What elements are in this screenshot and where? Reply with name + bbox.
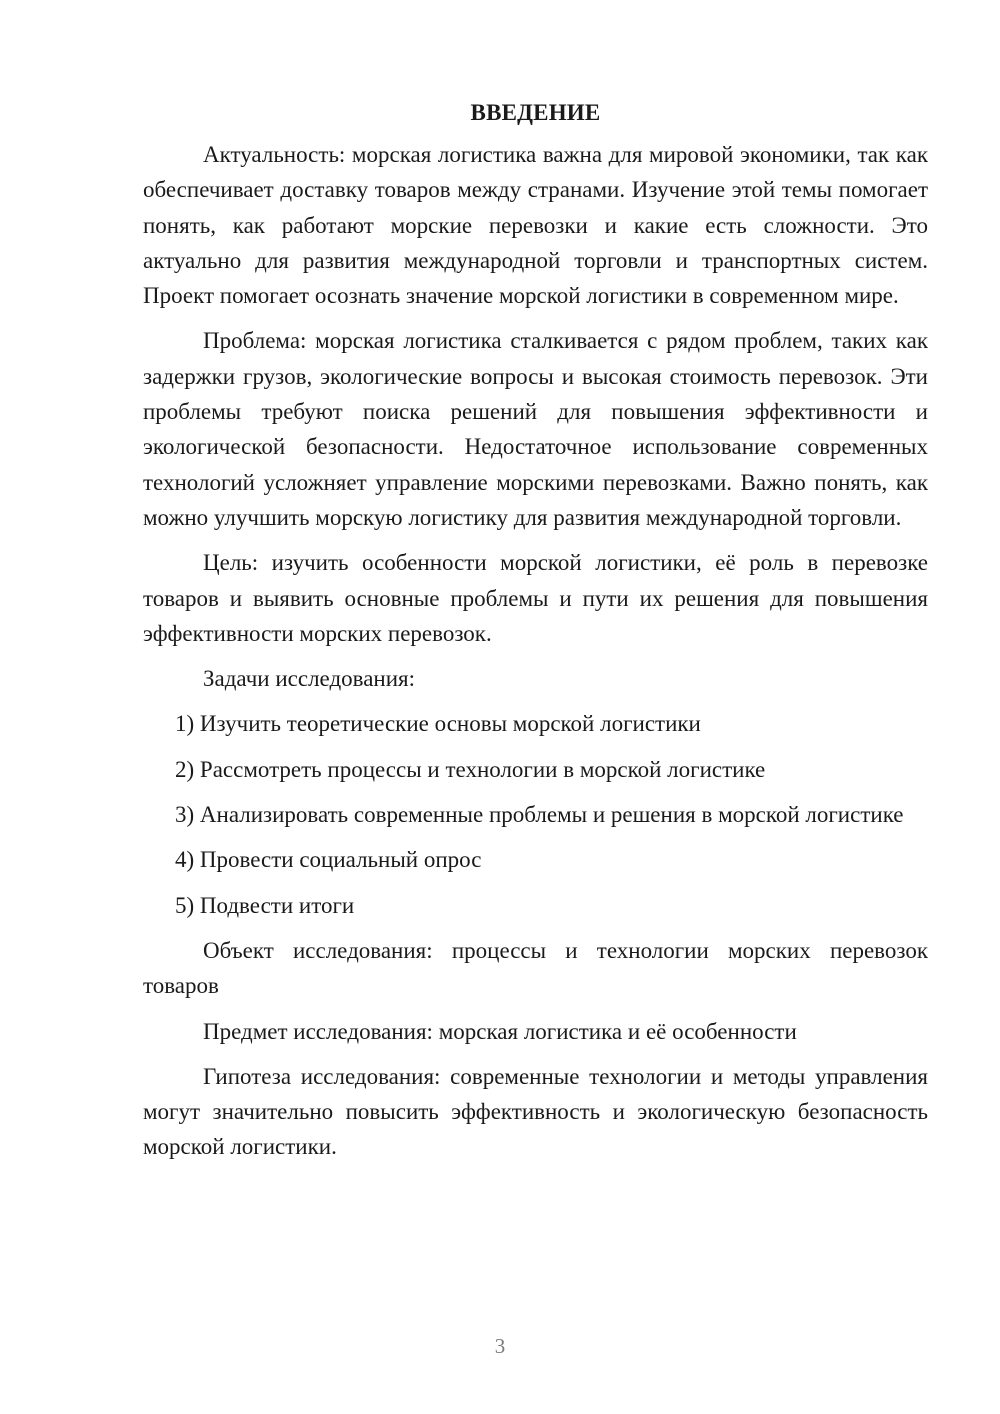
object-paragraph: Объект исследования: процессы и технологии морских перевозок товаров <box>143 937 928 999</box>
relevance-paragraph: Актуальность: морская логистика важна для мировой экономики, так как обеспечивает доставку товаров между странами. Изучение этой темы помогает понять, как работают морские перевозки и какие есть сложности. Это актуально для развития международной торговли и транспортных систем. Проект помогает осознать значение морской логистики в современном мире. <box>143 142 928 309</box>
tasks-heading: Задачи исследования: <box>203 666 416 692</box>
page-content <box>143 96 928 1175</box>
page-title: ВВЕДЕНИЕ <box>470 100 601 125</box>
task-item: 1) Изучить теоретические основы морской логистики <box>175 711 701 737</box>
page-number: 3 <box>494 1334 506 1358</box>
hypothesis-paragraph: Гипотеза исследования: современные технологии и методы управления могут значительно повысить эффективность и экологическую безопасность морской логистики. <box>143 1063 928 1160</box>
task-item: 2) Рассмотреть процессы и технологии в морской логистике <box>175 756 766 782</box>
problem-paragraph: Проблема: морская логистика сталкивается с рядом проблем, таких как задержки грузов, экологические вопросы и высокая стоимость перевозок. Эти проблемы требуют поиска решений для повышения эффективности и экологической безопасности. Недостаточное использование современных технологий усложняет управление морскими перевозками. Важно понять, как можно улучшить морскую логистику для развития международной торговли. <box>143 328 928 530</box>
tasks-list <box>143 706 928 922</box>
task-item: 4) Провести социальный опрос <box>175 847 482 873</box>
goal-paragraph: Цель: изучить особенности морской логистики, её роль в перевозке товаров и выявить основные проблемы и пути их решения для повышения эффективности морских перевозок. <box>143 550 928 646</box>
task-item: 3) Анализировать современные проблемы и решения в морской логистике <box>175 802 904 828</box>
subject-paragraph: Предмет исследования: морская логистика и её особенности <box>203 1018 797 1044</box>
task-item: 5) Подвести итоги <box>175 892 355 918</box>
